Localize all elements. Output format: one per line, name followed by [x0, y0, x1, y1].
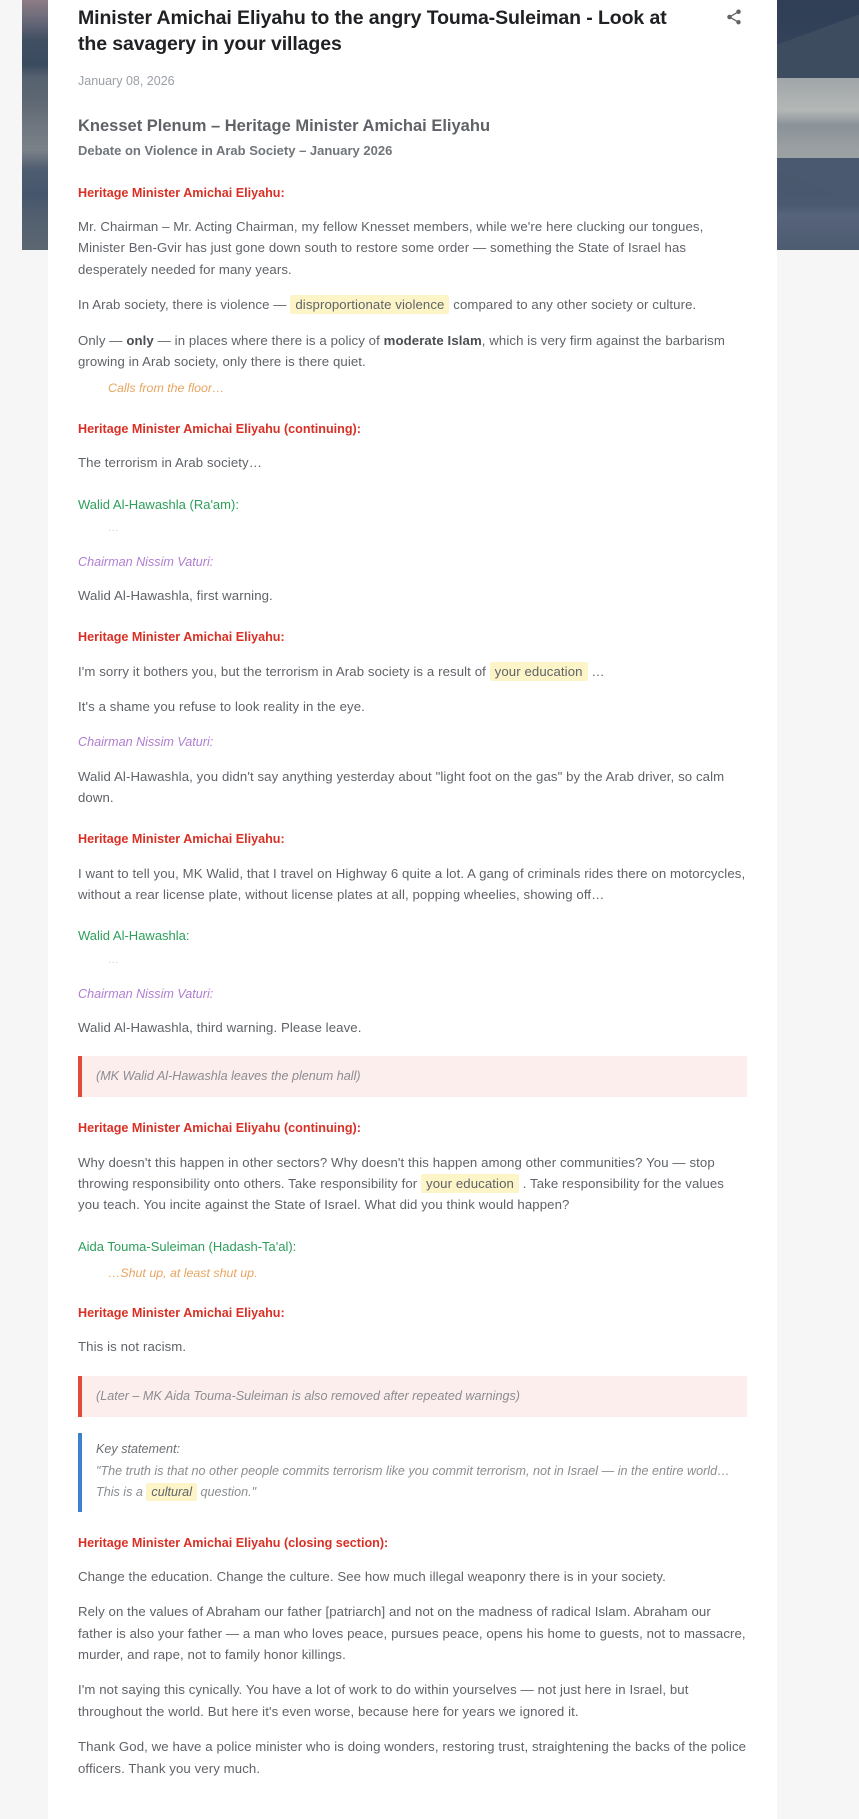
- transcript-paragraph: [78, 294, 747, 315]
- paragraph-text: Why doesn't this happen in other sectors? Why doesn't this happen among other communities? You — stop throwing responsibility onto others. Take responsibility for: [78, 1154, 715, 1191]
- interjection-shut-up: …Shut up, at least shut up.: [108, 1265, 258, 1280]
- interjection-ellipsis: …: [108, 954, 119, 967]
- interjection-ellipsis: …: [108, 522, 119, 535]
- paragraph-text: Only —: [78, 332, 127, 348]
- paragraph-text: . Take responsibility for the values you teach. You incite against the State of Israel. What did you think would happen?: [78, 1175, 725, 1213]
- transcript-paragraph: [78, 330, 747, 373]
- highlight-your-education: your education: [490, 662, 588, 681]
- highlight-your-education: your education: [421, 1174, 519, 1193]
- paragraph-text: I'm sorry it bothers you, but the terrorism in Arab society is a result of: [78, 663, 490, 679]
- mountain-ridge-shape: [763, 14, 859, 78]
- quote-text: question.": [197, 1485, 257, 1500]
- transcript-paragraph: Thank God, we have a police minister who is doing wonders, restoring trust, straightening the backs of the police officers. Thank you very much.: [78, 1739, 747, 1776]
- share-button[interactable]: [719, 2, 749, 32]
- page-title: Minister Amichai Eliyahu to the angry Touma-Suleiman - Look at the savagery in your villages: [78, 7, 667, 55]
- emphasis-moderate-islam: moderate Islam: [383, 332, 482, 348]
- transcript-paragraph: [78, 1152, 747, 1216]
- share-icon: [725, 8, 743, 26]
- transcript-paragraph: [78, 661, 747, 682]
- speaker-label-minister: Heritage Minister Amichai Eliyahu:: [78, 185, 285, 200]
- transcript-paragraph: Walid Al-Hawashla, you didn't say anything yesterday about "light foot on the gas" by the Arab driver, so calm down.: [78, 768, 725, 806]
- transcript-body: [78, 184, 747, 1779]
- hero-image-right-edge: [763, 0, 859, 250]
- foreground-ridge-shape: [763, 158, 859, 198]
- section-title: Knesset Plenum – Heritage Minister Amichai Eliyahu: [78, 116, 491, 135]
- publish-date: January 08, 2026: [78, 74, 175, 89]
- quote-text: "The truth is that no other people commits terrorism like you commit terrorism, not in Israel — in the entire world… This is a: [96, 1463, 730, 1500]
- transcript-paragraph: Mr. Chairman – Mr. Acting Chairman, my fellow Knesset members, while we're here clucking our tongues, Minister Ben-Gvir has just gone down south to restore some order — something the State of Israel has desperately needed for many years.: [78, 219, 704, 277]
- speaker-label-minister: Heritage Minister Amichai Eliyahu (continuing):: [78, 421, 361, 436]
- transcript-paragraph: This is not racism.: [78, 1339, 187, 1355]
- highlight-cultural: cultural: [146, 1483, 197, 1501]
- transcript-paragraph: Change the education. Change the culture. See how much illegal weaponry there is in your society.: [78, 1568, 666, 1584]
- hero-image-left-gradient: [22, 0, 50, 250]
- speaker-label-minister: Heritage Minister Amichai Eliyahu:: [78, 832, 285, 847]
- speaker-label-minister: Heritage Minister Amichai Eliyahu:: [78, 630, 285, 645]
- article-card: [48, 0, 777, 1819]
- hero-image-left-edge: [22, 0, 50, 250]
- transcript-paragraph: I want to tell you, MK Walid, that I travel on Highway 6 quite a lot. A gang of criminals rides there on motorcycles, without a rear license plate, without license plates at all, popping wheelies, showing off…: [78, 865, 746, 903]
- transcript-paragraph: Walid Al-Hawashla, third warning. Please leave.: [78, 1020, 362, 1036]
- article-header: [78, 0, 747, 160]
- speaker-label-walid: Walid Al-Hawashla:: [78, 928, 190, 944]
- paragraph-text: compared to any other society or culture.: [449, 297, 697, 313]
- speaker-label-chairman: Chairman Nissim Vaturi:: [78, 986, 214, 1001]
- key-statement-label: Key statement:: [96, 1441, 180, 1456]
- paragraph-text: …: [587, 663, 605, 679]
- transcript-paragraph: I'm not saying this cynically. You have a lot of work to do within yourselves — not just here in Israel, but throughout the world. But here it's even worse, because here for years we ignored it.: [78, 1682, 689, 1719]
- emphasis-only: only: [126, 332, 154, 348]
- section-subtitle: Debate on Violence in Arab Society – January 2026: [78, 143, 393, 159]
- key-statement-box: [78, 1433, 747, 1512]
- paragraph-text: — in places where there is a policy of: [153, 332, 384, 348]
- transcript-paragraph: The terrorism in Arab society…: [78, 455, 263, 471]
- highlight-disproportionate-violence: disproportionate violence: [290, 295, 449, 314]
- speaker-label-aida: Aida Touma-Suleiman (Hadash-Ta'al):: [78, 1238, 297, 1254]
- stage-direction: (Later – MK Aida Touma-Suleiman is also removed after repeated warnings): [78, 1376, 747, 1417]
- transcript-paragraph: Walid Al-Hawashla, first warning.: [78, 588, 273, 604]
- speaker-label-walid: Walid Al-Hawashla (Ra'am):: [78, 496, 239, 512]
- speaker-label-minister: Heritage Minister Amichai Eliyahu (closing section):: [78, 1535, 389, 1550]
- speaker-label-minister: Heritage Minister Amichai Eliyahu:: [78, 1306, 285, 1321]
- key-statement-quote: [96, 1461, 733, 1504]
- speaker-label-minister: Heritage Minister Amichai Eliyahu (continuing):: [78, 1121, 361, 1136]
- paragraph-text: In Arab society, there is violence —: [78, 297, 291, 313]
- speaker-label-chairman: Chairman Nissim Vaturi:: [78, 735, 214, 750]
- transcript-paragraph: Rely on the values of Abraham our father [patriarch] and not on the madness of radical Islam. Abraham our father is also your father — a man who loves peace, pursues peace, opens his home to guests, not to massacre, murder, and rape, not to family honor killings.: [78, 1604, 746, 1663]
- transcript-paragraph: It's a shame you refuse to look reality in the eye.: [78, 699, 365, 715]
- paragraph-text: , which is very firm against the barbarism growing in Arab society, only there is there quiet.: [78, 332, 725, 369]
- speaker-label-chairman: Chairman Nissim Vaturi:: [78, 554, 214, 569]
- stage-direction: (MK Walid Al-Hawashla leaves the plenum hall): [78, 1056, 747, 1097]
- interjection-calls-from-floor: Calls from the floor…: [108, 381, 225, 396]
